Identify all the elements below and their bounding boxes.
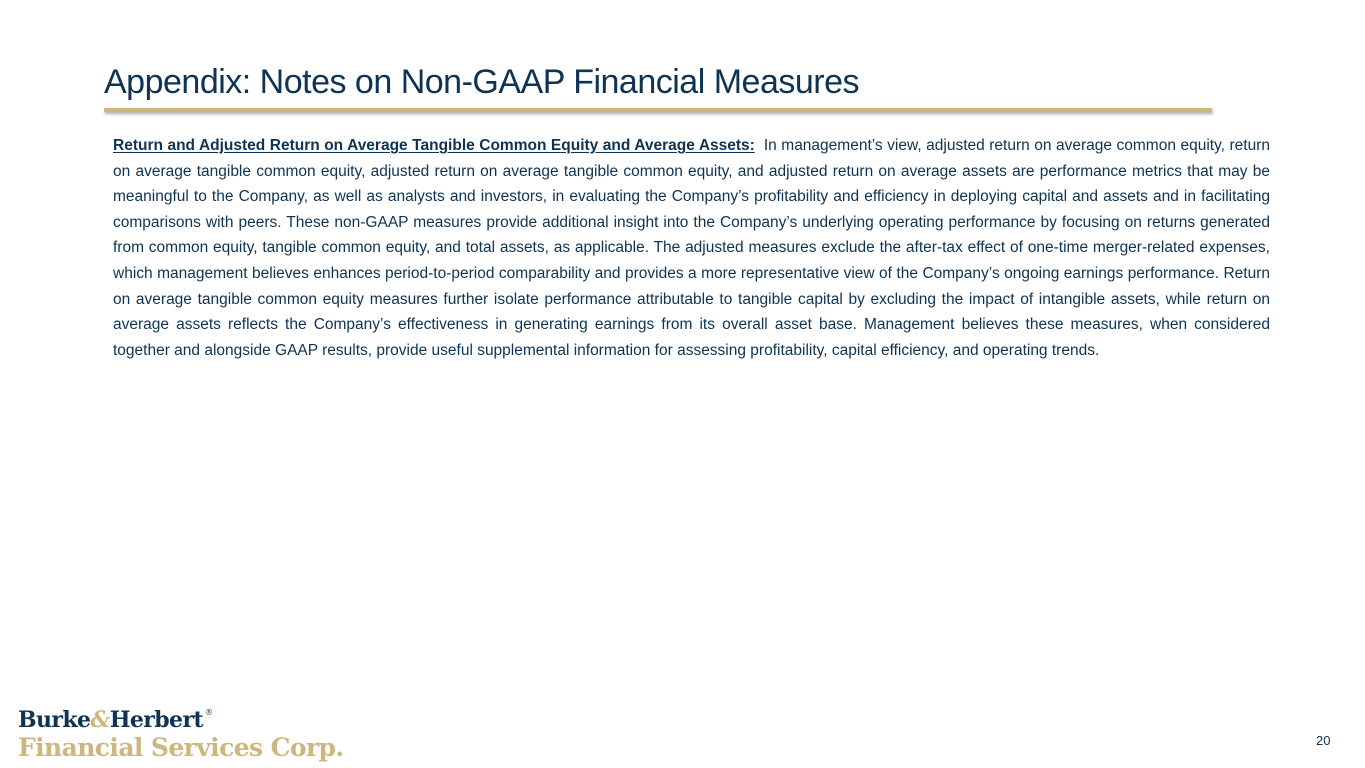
logo-name-herbert: Herbert — [109, 707, 203, 733]
page-number: 20 — [1316, 733, 1331, 748]
body-heading: Return and Adjusted Return on Average Tangible Common Equity and Average Assets: — [113, 137, 755, 154]
body-text: In management’s view, adjusted return on average common equity, return on average tangible common equity, adjusted return on average tangible common equity, and adjusted return on average assets are performance metrics that may be meaningful to the Company, as well as analysts and investors, in evaluating the Company’s profitability and efficiency in deploying capital and assets and in facilitating comparisons with peers. These non-GAAP measures provide additional insight into the Company’s underlying operating performance by focusing on returns generated from common equity, tangible common equity, and total assets, as applicable. The adjusted measures exclude the after-tax effect of one-time merger-related expenses, which management believes enhances period-to-period comparability and provides a more representative view of the Company’s ongoing earnings performance. Return on average tangible common equity measures further isolate performance attributable to tangible capital by excluding the impact of intangible assets, while return on average assets reflects the Company’s effectiveness in generating earnings from its overall asset base. Management believes these measures, when considered together and alongside GAAP results, provide useful supplemental information for assessing profitability, capital efficiency, and operating trends. — [113, 137, 1270, 359]
title-underline — [104, 108, 1212, 112]
logo-line-2: Financial Services Corp. — [18, 733, 344, 762]
logo-name-burke: Burke — [18, 707, 91, 733]
logo-ampersand: & — [90, 707, 110, 733]
slide-title: Appendix: Notes on Non-GAAP Financial Measures — [104, 63, 859, 101]
registered-mark: ® — [205, 708, 213, 717]
company-logo — [18, 700, 344, 763]
logo-line-1 — [18, 700, 344, 733]
body-paragraph — [113, 133, 1270, 363]
